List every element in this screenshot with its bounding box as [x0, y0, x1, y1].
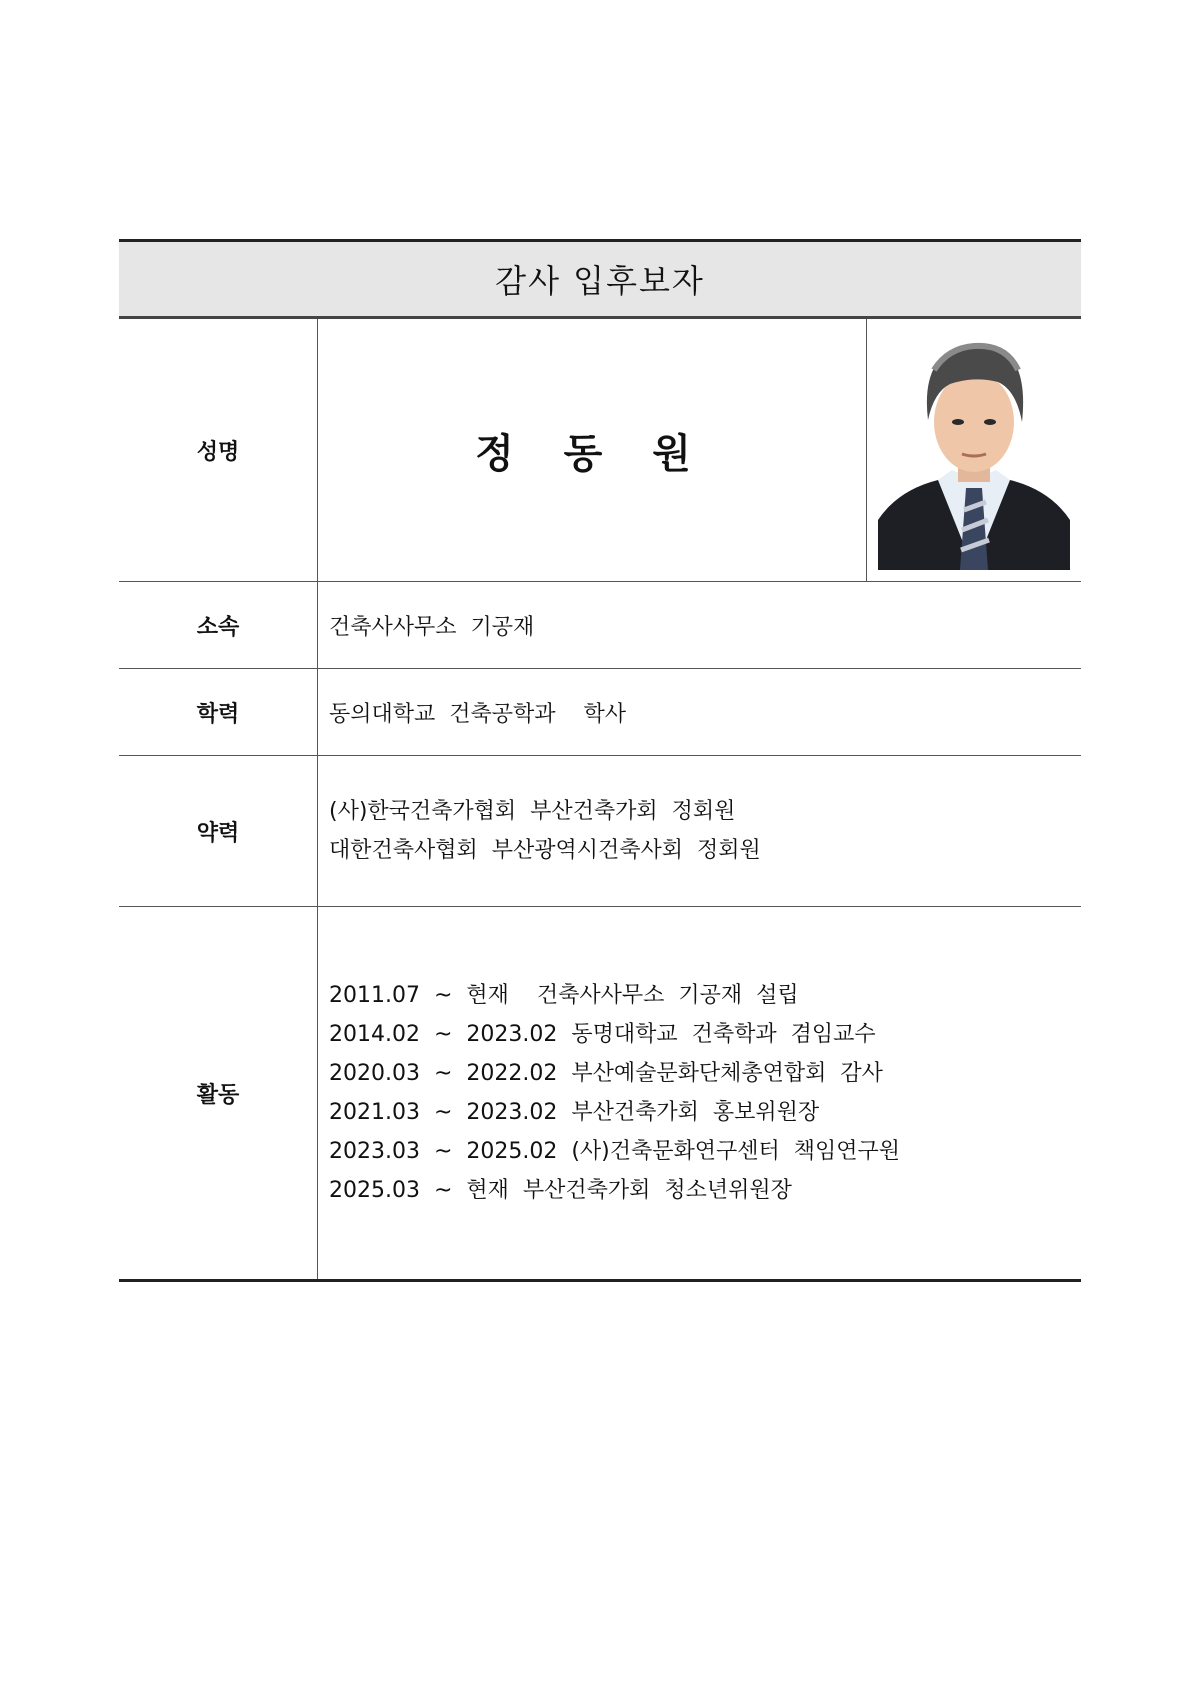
activity-item: 2011.07 ~ 현재 건축사사무소 기공재 설립 — [329, 983, 799, 1008]
education-value: 동의대학교 건축공학과 학사 — [318, 669, 1081, 756]
career-item: (사)한국건축가협회 부산건축가회 정회원 — [329, 799, 736, 824]
name-cell — [318, 319, 1081, 582]
career-item: 대한건축사협회 부산광역시건축사회 정회원 — [329, 838, 761, 863]
activities-list — [318, 907, 1081, 1279]
career-list — [318, 756, 1081, 907]
page-title: 감사 입후보자 — [119, 239, 1081, 319]
profile-table — [119, 319, 1081, 1282]
activity-item: 2020.03 ~ 2022.02 부산예술문화단체총연합회 감사 — [329, 1061, 883, 1086]
label-name: 성명 — [119, 319, 318, 582]
affiliation-value: 건축사사무소 기공재 — [318, 582, 1081, 669]
label-affiliation: 소속 — [119, 582, 318, 669]
activity-item: 2023.03 ~ 2025.02 (사)건축문화연구센터 책임연구원 — [329, 1139, 901, 1164]
label-education: 학력 — [119, 669, 318, 756]
activity-item: 2025.03 ~ 현재 부산건축가회 청소년위원장 — [329, 1178, 792, 1203]
label-career: 약력 — [119, 756, 318, 907]
candidate-name: 정 동 원 — [318, 319, 867, 581]
candidate-photo — [867, 319, 1081, 581]
activity-item: 2014.02 ~ 2023.02 동명대학교 건축학과 겸임교수 — [329, 1022, 876, 1047]
candidate-profile — [119, 239, 1081, 1282]
label-activities: 활동 — [119, 907, 318, 1279]
activity-item: 2021.03 ~ 2023.02 부산건축가회 홍보위원장 — [329, 1100, 820, 1125]
portrait-image — [878, 330, 1070, 570]
